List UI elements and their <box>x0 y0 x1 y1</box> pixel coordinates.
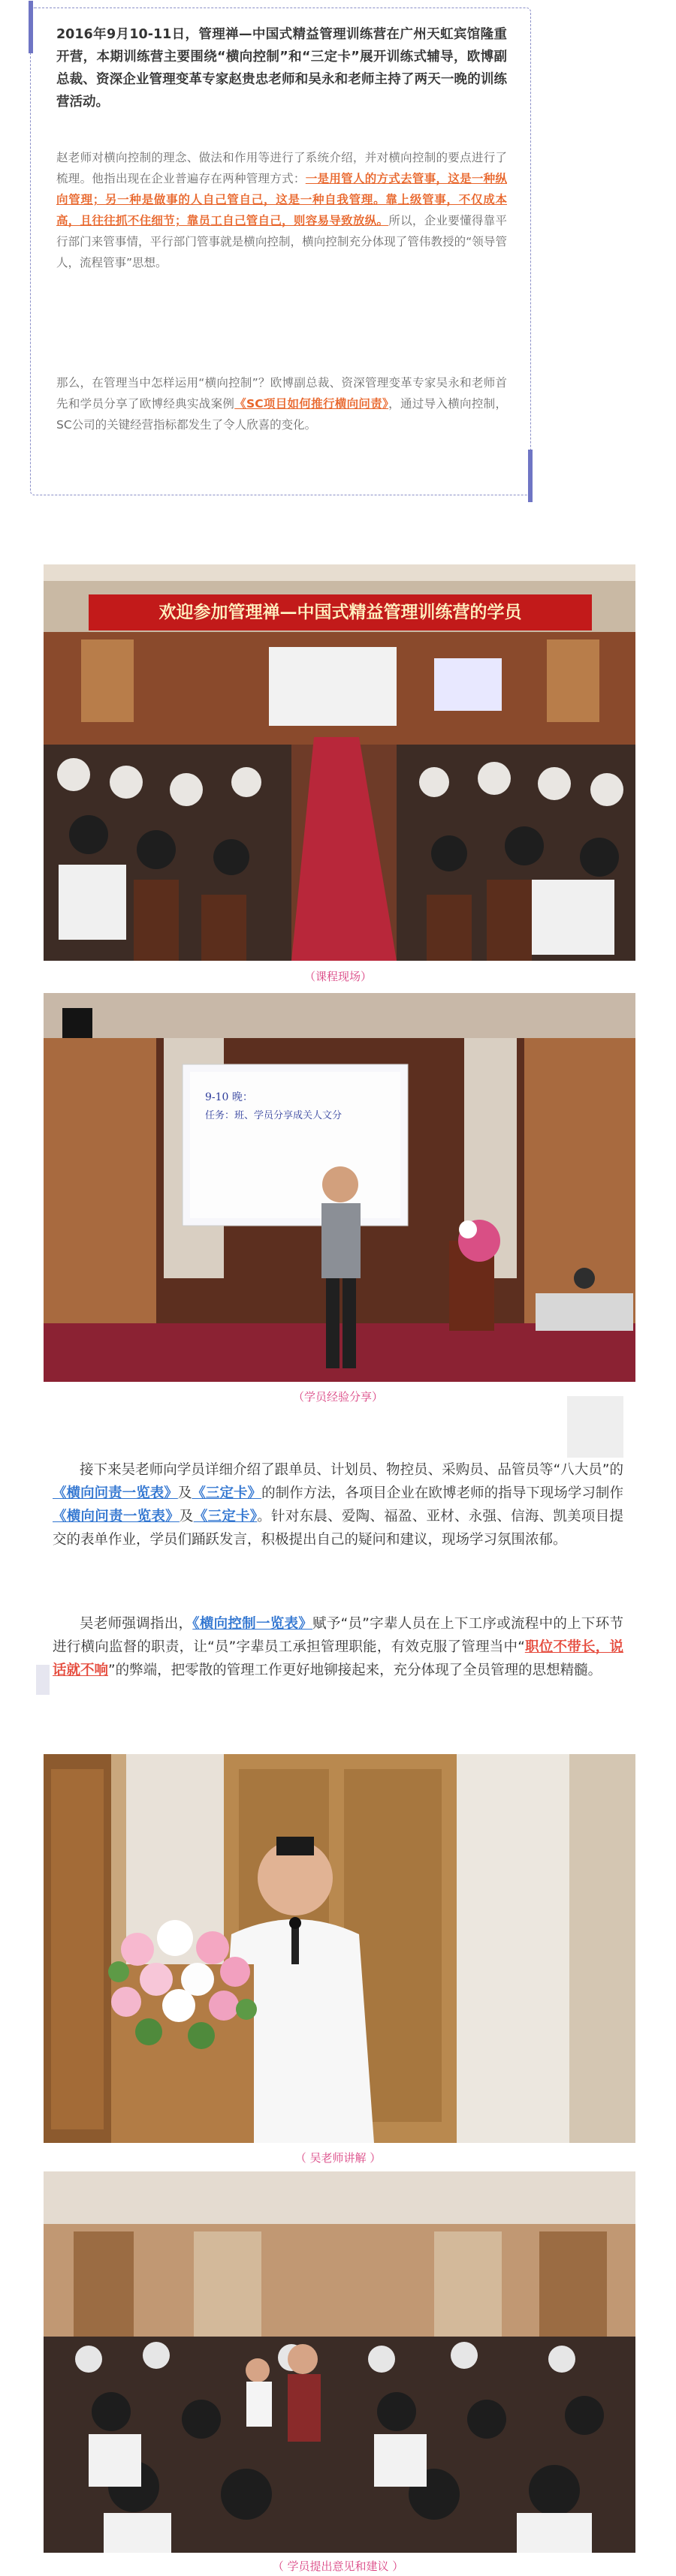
body-p2-text-a: 吴老师强调指出， <box>80 1616 193 1632</box>
photo-student-sharing <box>44 993 635 1382</box>
decorative-marker <box>36 1665 50 1695</box>
body-p1-text-c: 。针对东晨、爱陶、福盈、亚材、永强、信海、凯美项目提交的表单作业，学员们踊跃发言，积极提出自己的疑问和建议，现场学习氛围浓郁。 <box>53 1509 623 1548</box>
intro-paragraph-2 <box>56 147 507 273</box>
photo-student-feedback <box>44 2171 635 2553</box>
body-paragraph-1 <box>53 1458 623 1551</box>
link-horizontal-control-list[interactable]: 《横向控制一览表》 <box>192 1616 313 1632</box>
body-p2-emphasis: 职位不带长，说话就不响 <box>53 1639 623 1678</box>
sharing-photo-image <box>44 993 635 1382</box>
decorative-block <box>567 1396 623 1458</box>
frame-accent-top <box>29 1 33 53</box>
intro-p3-highlight: 《SC项目如何推行横向问责》 <box>234 397 389 411</box>
feedback-photo-image <box>44 2171 635 2553</box>
screen-text-line-1: 9-10 晚： <box>205 1091 253 1103</box>
welcome-banner-text: 欢迎参加管理禅—中国式精益管理训练营的学员 <box>158 602 522 622</box>
intro-p2-highlight: 一是用管人的方式去管事，这是一种纵向管理；另一种是做事的人自己管自己，这是一种自我管理。靠上级管事，不仅成本高，且往往抓不住细节；靠员工自己管自己，则容易导致放纵。 <box>56 172 507 227</box>
intro-p3-text-a: 那么，在管理当中怎样运用“横向控制”？欧博副总裁、资深管理变革专家吴永和老师首先和学员分享了欧博经典实战案例 <box>56 376 507 411</box>
intro-frame <box>30 8 531 495</box>
intro-p2-text-b: 所以，企业要懂得靠平行部门来管事情，平行部门管事就是横向控制，横向控制充分体现了管伟教授的“领导管人，流程管事”思想。 <box>56 214 507 269</box>
body-paragraph-2 <box>53 1612 623 1682</box>
caption-student-feedback: （ 学员提出意见和建议 ） <box>272 2559 404 2573</box>
link-horizontal-accountability-list[interactable]: 《横向问责一览表》 <box>53 1485 178 1501</box>
caption-classroom: （课程现场） <box>303 970 372 983</box>
body-p1-conj-2: 及 <box>179 1509 194 1524</box>
teacher-photo-image <box>44 1754 635 2143</box>
intro-p3-text-b: ，通过导入横向控制，SC公司的关键经营指标都发生了令人欣喜的变化。 <box>56 397 507 432</box>
intro-paragraph-1: 2016年9月10-11日，管理禅—中国式精益管理训练营在广州天虹宾馆隆重开营，本期训练营主要围绕“横向控制”和“三定卡”展开训练式辅导，欧博副总裁、资深企业管理变革专家赵贵忠老师和吴永和老师主持了两天一晚的训练营活动。 <box>56 27 507 110</box>
body-p2-text-c: ”的弊端，把零散的管理工作更好地铆接起来，充分体现了全员管理的思想精髓。 <box>108 1663 602 1678</box>
intro-p2-text-a: 赵老师对横向控制的理念、做法和作用等进行了系统介绍，并对横向控制的要点进行了梳理。他指出现在企业普遍存在两种管理方式： <box>56 151 507 185</box>
body-p1-text-a: 接下来吴老师向学员详细介绍了跟单员、计划员、物控员、采购员、品管员等“八大员”的 <box>80 1462 623 1478</box>
intro-paragraph-3 <box>56 372 507 435</box>
caption-student-sharing: （学员经验分享） <box>292 1390 383 1404</box>
caption-teacher-speaking: （ 吴老师讲解 ） <box>294 2151 382 2165</box>
link-three-fixed-card-2[interactable]: 《三定卡》 <box>193 1509 258 1524</box>
screen-text-line-2: 任务：班、学员分享成关人文分 <box>205 1110 343 1121</box>
link-horizontal-accountability-list-2[interactable]: 《横向问责一览表》 <box>53 1509 180 1524</box>
frame-accent-bottom <box>528 450 533 502</box>
link-three-fixed-card[interactable]: 《三定卡》 <box>192 1485 262 1501</box>
photo-teacher-speaking <box>44 1754 635 2143</box>
body-p1-text-b: 的制作方法，各项目企业在欧博老师的指导下现场学习制作 <box>261 1485 623 1501</box>
body-p1-conj-1: 及 <box>177 1485 192 1501</box>
photo-classroom <box>44 564 635 961</box>
body-p2-text-b: 赋予“员”字辈人员在上下工序或流程中的上下环节进行横向监督的职责，让“员”字辈员工承担管理职能，有效克服了管理当中“ <box>53 1616 623 1655</box>
